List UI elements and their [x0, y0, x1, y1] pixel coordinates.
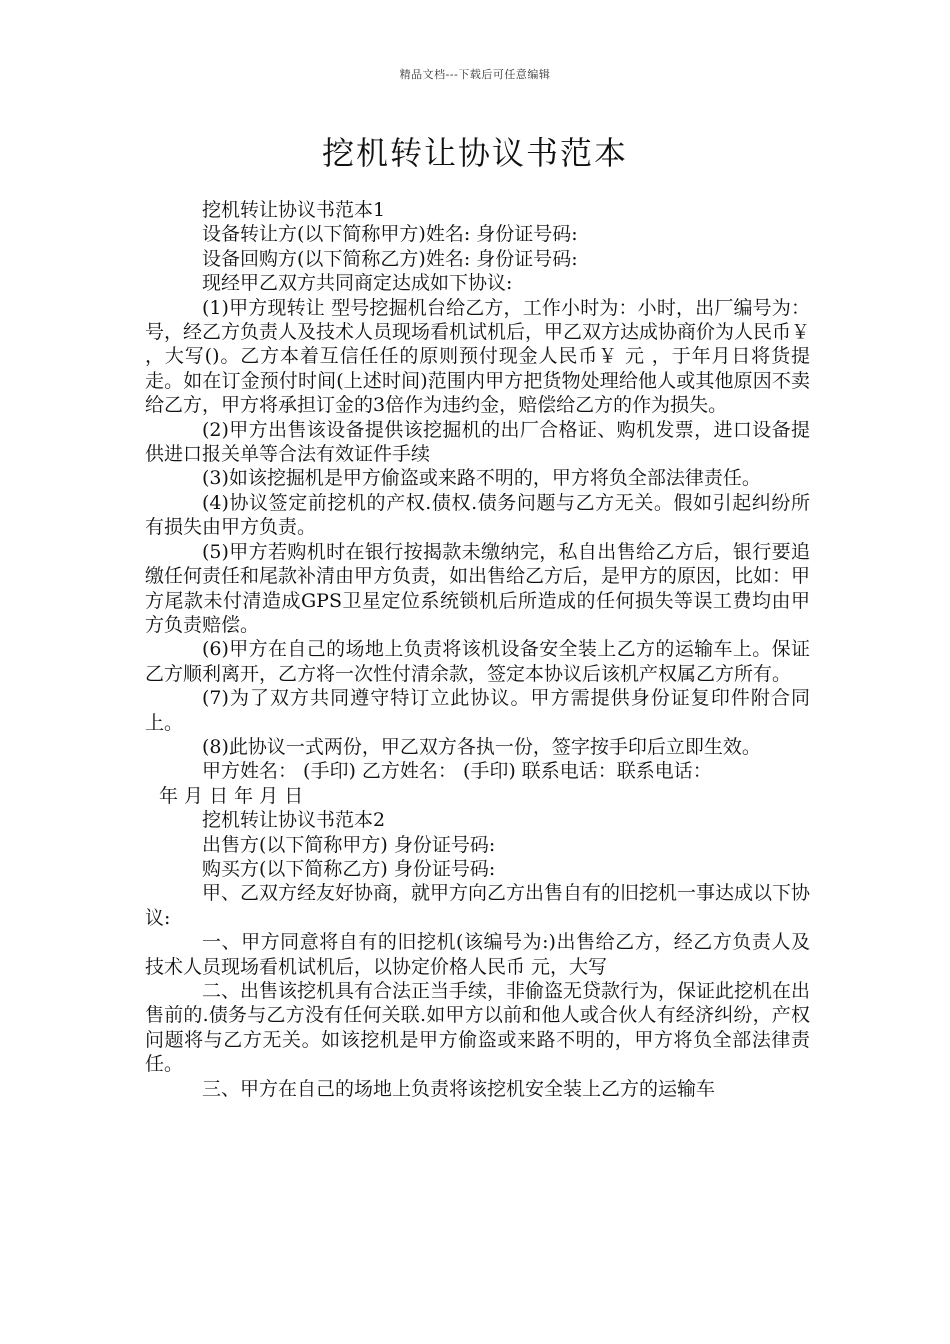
paragraph-agreement-intro-2: 甲、乙双方经友好协商，就甲方向乙方出售自有的旧挖机一事达成以下协议: — [145, 882, 811, 929]
paragraph-signature-line: 甲方姓名： (手印) 乙方姓名： (手印) 联系电话：联系电话： — [202, 760, 712, 783]
paragraph-clause-5: (5)甲方若购机时在银行按揭款未缴纳完，私自出售给乙方后，银行要追缴任何责任和尾款补清由甲方负责，如出售给乙方后，是甲方的原因，比如：甲方尾款未付清造成GPS卫星定位系统锁机后所造成的任何损失等误工费均由甲方负责赔偿。 — [145, 540, 811, 636]
paragraph-buyer: 设备回购方(以下简称乙方)姓名: 身份证号码: — [202, 247, 578, 270]
paragraph-clause-3: (3)如该挖掘机是甲方偷盗或来路不明的，甲方将负全部法律责任。 — [202, 467, 761, 490]
paragraph-clause-1: (1)甲方现转让 型号挖掘机台给乙方，工作小时为：小时，出厂编号为：号，经乙方负责人及技术人员现场看机试机后，甲乙双方达成协商价为人民币￥ ，大写()。乙方本着互信任任的原则预付现金人民币￥ 元 ，于年月日将货提走。如在订金预付时间(上述时间)范围内甲方把货物处理给他人或其他原因不卖给乙方，甲方将承担订金的3倍作为违约金，赔偿给乙方的作为损失。 — [145, 296, 811, 417]
paragraph-seller: 出售方(以下简称甲方) 身份证号码: — [202, 833, 496, 856]
paragraph-purchaser: 购买方(以下简称乙方) 身份证号码: — [202, 857, 496, 880]
paragraph-clause-2: (2)甲方出售该设备提供该挖掘机的出厂合格证、购机发票，进口设备提供进口报关单等合法有效证件手续 — [145, 418, 810, 466]
paragraph-clause-6: (6)甲方在自己的场地上负责将该机设备安全装上乙方的运输车上。保证乙方顺利离开，乙方将一次性付清余款，签定本协议后该机产权属乙方所有。 — [145, 638, 810, 685]
document-title: 挖机转让协议书范本 — [321, 134, 628, 172]
paragraph-article-1: 一、甲方同意将自有的旧挖机(该编号为:)出售给乙方，经乙方负责人及技术人员现场看机试机后，以协定价格人民币 元，大写 — [145, 931, 810, 978]
paragraph-section-heading-1: 挖机转让协议书范本1 — [202, 199, 386, 221]
page-header: 精品文档---下载后可任意编辑 — [399, 68, 551, 81]
paragraph-date-line: 年 月 日 年 月 日 — [159, 784, 304, 807]
paragraph-clause-8: (8)此协议一式两份，甲乙双方各执一份，签字按手印后立即生效。 — [202, 735, 761, 758]
paragraph-article-2: 二、出售该挖机具有合法正当手续，非偷盗无贷款行为，保证此挖机在出售前的.债务与乙方没有任何关联.如甲方以前和他人或合伙人有经济纠纷，产权问题将与乙方无关。如该挖机是甲方偷盗或来路不明的，甲方将负全部法律责任。 — [145, 980, 811, 1076]
paragraph-clause-4: (4)协议签定前挖机的产权.债权.债务问题与乙方无关。假如引起纠纷所有损失由甲方负责。 — [145, 491, 810, 539]
paragraph-clause-7: (7)为了双方共同遵守特订立此协议。甲方需提供身份证复印件附合同上。 — [145, 687, 810, 734]
paragraph-section-heading-2: 挖机转让协议书范本2 — [202, 809, 386, 832]
paragraph-article-3: 三、甲方在自己的场地上负责将该挖机安全装上乙方的运输车 — [202, 1077, 716, 1100]
document-body — [145, 198, 810, 1101]
paragraph-transferor: 设备转让方(以下简称甲方)姓名: 身份证号码: — [202, 223, 578, 246]
paragraph-agreement-intro: 现经甲乙双方共同商定达成如下协议: — [202, 272, 513, 295]
